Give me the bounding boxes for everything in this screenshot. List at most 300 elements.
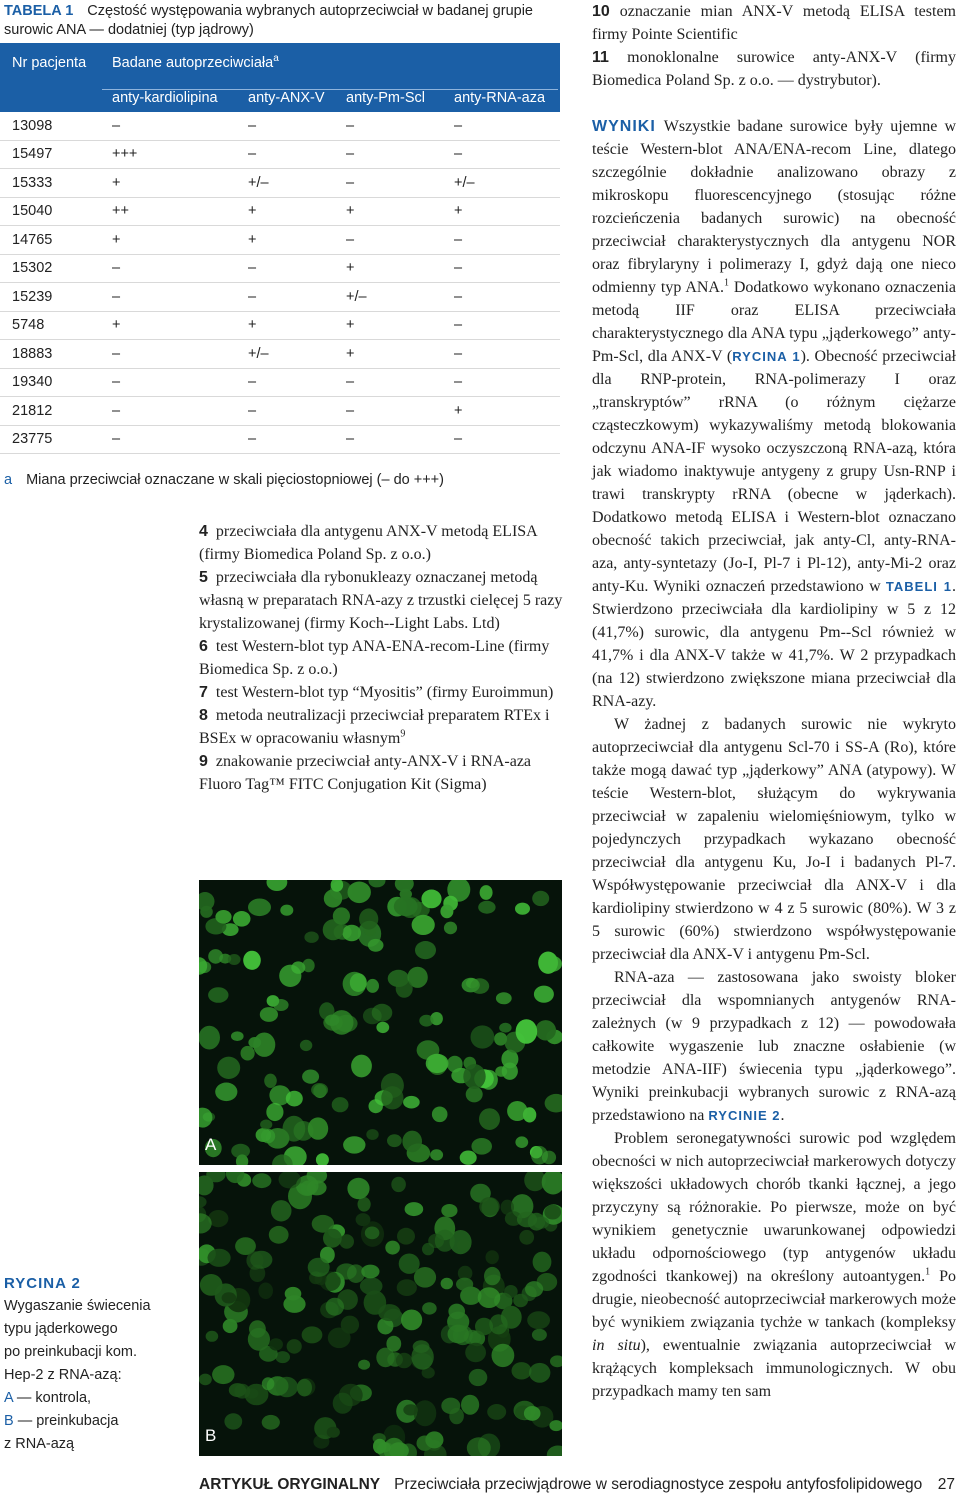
cell-nucleus [412, 915, 435, 935]
cell-nucleus [426, 1054, 449, 1073]
cell-nucleus [228, 954, 241, 965]
caption-b-text: — preinkubacja [17, 1413, 119, 1429]
cell-nucleus [414, 1400, 437, 1426]
footnote-text: Miana przeciwciał oznaczane w skali pięciostopniowej (– do +++) [26, 472, 444, 488]
col-group-sup: a [273, 53, 279, 65]
text-run: Po drugie, nieobecność autoprzeciwciał markerowych może być wynikiem związania tychże w tankach (kompleksy [592, 1268, 956, 1331]
panel-a-label: A [205, 1135, 217, 1154]
table-row [0, 426, 560, 455]
table-row [0, 112, 560, 141]
col-group-label: Badane autoprzeciwciała [112, 55, 274, 71]
cell-nucleus [359, 908, 378, 929]
cell-nucleus [448, 1304, 465, 1320]
value-cell: – [454, 146, 463, 163]
micrograph-panel-b [199, 1172, 562, 1456]
results-heading: WYNIKI [592, 118, 656, 135]
value-cell: + [248, 317, 257, 334]
cell-nucleus [369, 1099, 383, 1113]
patient-id-cell: 23775 [12, 431, 53, 448]
cell-nucleus [324, 889, 342, 907]
cell-nucleus [499, 1023, 511, 1033]
text-run: Dodatkowo wykonano oznaczenia metodą IIF oraz ELISA przeciwciała charakterystycznego dla ANA typu „jąderkowego” anty-Pm-Scl, dla ANX-V ( [592, 279, 956, 365]
table-1 [0, 0, 560, 488]
value-cell: – [346, 231, 355, 248]
cell-nucleus [297, 1379, 312, 1397]
text-run: RNA-aza — zastosowana jako swoisty bloker przeciwciał dla wspomnianych antygenów RNA-zależnych (w 9 przypadkach z 12) — powodowała całkowite wygaszenie lub znaczne osłabienie (w metodzie ANA-IIF) świecenia typu „jąderkowego”. Wyniki preinkubacji wybranych surowic z RNA-azą przedstawiono na [592, 969, 956, 1124]
cell-nucleus [273, 999, 288, 1011]
note-10 [592, 0, 956, 46]
cell-nucleus [524, 1406, 541, 1421]
cell-nucleus [396, 980, 413, 998]
method-note [199, 566, 569, 635]
table-row [0, 226, 560, 255]
note-text: metoda neutralizacji przeciwciał preparatem RTEx i BSEx w opracowaniu własnym [199, 707, 550, 747]
note-text: test Western-blot typ ANA-ENA-recom-Line (firmy Biomedica Sp. z o.o.) [199, 638, 550, 678]
value-cell: – [346, 431, 355, 448]
cell-nucleus [304, 932, 318, 943]
table-row [0, 283, 560, 312]
table-header [0, 43, 560, 112]
cell-nucleus [396, 1353, 412, 1369]
cell-nucleus [486, 1250, 499, 1264]
cell-nucleus [479, 1108, 500, 1130]
cell-nucleus [199, 1026, 220, 1050]
cell-nucleus [376, 1022, 389, 1033]
value-cell: – [454, 345, 463, 362]
value-cell: – [248, 288, 257, 305]
cell-nucleus [399, 1254, 420, 1274]
figure-caption-line: Wygaszanie świecenia [4, 1298, 151, 1314]
cell-nucleus [248, 1037, 261, 1048]
cell-nucleus [381, 1086, 403, 1109]
patient-id-cell: 15497 [12, 146, 53, 163]
note-number: 8 [199, 707, 208, 724]
cell-nucleus [425, 1431, 443, 1448]
value-cell: – [454, 431, 463, 448]
caption-a-letter: A [4, 1390, 13, 1406]
cell-nucleus [269, 1226, 289, 1244]
cell-nucleus [378, 1304, 400, 1321]
table-row [0, 340, 560, 369]
cell-nucleus [287, 1339, 302, 1354]
cell-nucleus [484, 1267, 501, 1285]
cell-nucleus [369, 880, 386, 887]
figure-caption-line: typu jąderkowego [4, 1321, 118, 1337]
value-cell: +++ [112, 146, 138, 163]
subcol-header: anty-ANX-V [248, 90, 325, 106]
value-cell: – [112, 345, 121, 362]
cell-nucleus [302, 1326, 323, 1343]
note-10-text: oznaczanie mian ANX-V metodą ELISA testem firmy Pointe Scientific [592, 3, 957, 43]
right-column [592, 0, 956, 1403]
table-row [0, 397, 560, 426]
cell-nucleus [387, 1134, 402, 1147]
subcol-header: anty-Pm-Scl [346, 90, 425, 106]
results-paragraph-1 [592, 115, 956, 713]
page-number: 27 [937, 1476, 955, 1493]
cell-nucleus [223, 1319, 238, 1333]
patient-id-cell: 13098 [12, 117, 53, 134]
patient-id-cell: 15333 [12, 174, 53, 191]
table-caption-text: Częstość występowania wybranych autoprzeciwciał w badanej grupie surowic ANA — dodatniej (typ jądrowy) [4, 3, 533, 38]
micrograph-b-image [199, 1172, 562, 1456]
patient-id-cell: 5748 [12, 317, 45, 334]
cell-nucleus [308, 1258, 330, 1277]
value-cell: – [248, 402, 257, 419]
cell-nucleus [401, 1310, 422, 1331]
value-cell: + [112, 231, 121, 248]
value-cell: – [248, 260, 257, 277]
cell-nucleus [461, 1395, 479, 1415]
value-cell: – [454, 231, 463, 248]
text-run: Problem seronegatywności surowic pod względem obecności w nich autoprzeciwciał markerowych dotyczy większości układowych chorób tkanki łącznej, a jego przyczyny są różnorakie. Po pierwsze, może on być wynikiem genetycznie uwarunkowanej odpowiedzi układu odpornościowego (typ antygenów układu zgodności tkankowej) na określony autoantygen. [592, 1130, 956, 1285]
cell-nucleus [262, 1415, 280, 1430]
figure-ref-link[interactable]: RYCINIE 2 [708, 1108, 781, 1123]
note-11-text: monoklonalne surowice anty-ANX-V (firmy Biomedica Poland Sp. z o.o. — dystrybutor). [592, 49, 957, 89]
cell-nucleus [447, 1056, 463, 1073]
cell-nucleus [532, 1329, 547, 1341]
cell-nucleus [544, 1205, 561, 1220]
results-paragraph-4 [592, 1127, 956, 1403]
cell-nucleus [199, 892, 215, 911]
cell-nucleus [448, 1325, 469, 1344]
cell-nucleus [350, 973, 367, 992]
value-cell: – [248, 117, 257, 134]
micrograph-panel-a [199, 880, 562, 1165]
text-run: . Stwierdzono przeciwciała dla kardiolipiny w 5 z 12 (41,7%) surowic, dla antygenu Pm--Scl również w 41,7% i dla ANX-V także w 41,7%. W 2 przypadkach (na 12) stwierdzono zwiększone miana przeciwciał dla RNA-azy. [592, 578, 956, 710]
cell-nucleus [215, 1083, 237, 1102]
cell-nucleus [366, 979, 379, 993]
cell-nucleus [391, 1177, 406, 1192]
cell-nucleus [248, 899, 271, 917]
method-note [199, 635, 569, 681]
method-note [199, 750, 569, 796]
note-text: przeciwciała dla rybonukleazy oznaczanej metodą własną w preparatach RNA-azy z trzustki cielęcej 5 razy krystalizowanej (firmy Koch--Light Labs. Ltd) [199, 569, 563, 632]
cell-nucleus [325, 1015, 339, 1026]
value-cell: – [346, 174, 355, 191]
cell-nucleus [229, 1383, 246, 1397]
cell-nucleus [422, 1302, 437, 1314]
cell-nucleus [208, 949, 223, 964]
cell-nucleus [502, 1063, 518, 1080]
table-ref-link[interactable]: TABELI 1 [885, 579, 952, 594]
cell-nucleus [494, 1032, 507, 1045]
cell-nucleus [260, 1120, 272, 1130]
cell-nucleus [513, 1294, 528, 1307]
cell-nucleus [302, 1070, 319, 1084]
col-patient: Nr pacjenta [12, 55, 87, 71]
cell-nucleus [460, 1151, 477, 1165]
cell-nucleus [333, 1393, 353, 1414]
method-note [199, 704, 569, 750]
method-note [199, 520, 569, 566]
footnote-marker: a [4, 472, 13, 488]
cell-nucleus [231, 1031, 244, 1041]
cell-nucleus [280, 905, 293, 916]
subcol-header: anty-kardiolipina [112, 90, 218, 106]
value-cell: + [346, 260, 355, 277]
cell-nucleus [373, 1439, 387, 1454]
cell-nucleus [449, 1408, 464, 1425]
value-cell: +/– [248, 345, 269, 362]
cell-nucleus [333, 907, 350, 924]
cell-nucleus [233, 911, 251, 927]
note-text: test Western-blot typ “Myositis” (firmy Euroimmun) [215, 684, 554, 701]
cell-nucleus [529, 1363, 550, 1383]
cell-nucleus [487, 1404, 506, 1420]
cell-nucleus [471, 1138, 492, 1155]
cell-nucleus [386, 1336, 401, 1352]
value-cell: – [454, 260, 463, 277]
cell-nucleus [480, 885, 493, 900]
cell-nucleus [538, 952, 558, 974]
cell-nucleus [231, 1144, 250, 1158]
cell-nucleus [421, 890, 441, 909]
cell-nucleus [249, 1320, 266, 1338]
cell-nucleus [243, 951, 261, 970]
cell-nucleus [343, 1136, 365, 1153]
cell-nucleus [532, 891, 549, 906]
cell-nucleus [326, 1298, 344, 1316]
value-cell: – [346, 374, 355, 391]
value-cell: – [454, 317, 463, 334]
value-cell: – [112, 431, 121, 448]
cell-nucleus [397, 1279, 417, 1296]
value-cell: + [248, 231, 257, 248]
cell-nucleus [215, 910, 231, 924]
cell-nucleus [469, 1369, 488, 1386]
cell-nucleus [264, 1074, 277, 1088]
cell-nucleus [206, 1331, 219, 1342]
subcol-header: anty-RNA-aza [454, 90, 546, 106]
figure-caption [4, 1272, 194, 1456]
value-cell: +/– [346, 288, 367, 305]
table-row [0, 369, 560, 398]
value-cell: + [112, 174, 121, 191]
cell-nucleus [217, 1057, 240, 1079]
cell-nucleus [269, 1085, 290, 1105]
cell-nucleus [394, 897, 418, 916]
value-cell: + [248, 203, 257, 220]
cell-nucleus [523, 1107, 536, 1122]
cell-nucleus [516, 1019, 538, 1044]
cell-nucleus [267, 880, 288, 891]
value-cell: +/– [248, 174, 269, 191]
cell-nucleus [366, 1129, 378, 1140]
value-cell: + [454, 402, 463, 419]
cell-nucleus [515, 903, 530, 915]
cell-nucleus [241, 1046, 255, 1061]
table-body [0, 112, 560, 454]
cell-nucleus [441, 1204, 457, 1217]
panel-b-label: B [205, 1426, 217, 1445]
cell-nucleus [336, 1263, 357, 1279]
value-cell: + [346, 345, 355, 362]
figure-caption-a [4, 1387, 194, 1410]
cell-nucleus [279, 965, 301, 987]
footer-section: ARTYKUŁ ORYGINALNY [199, 1476, 381, 1493]
cell-nucleus [430, 1149, 443, 1160]
note-number: 9 [199, 753, 208, 770]
patient-id-cell: 15239 [12, 288, 53, 305]
figure-caption-line: Hep-2 z RNA-azą: [4, 1367, 122, 1383]
cell-nucleus [365, 1227, 380, 1240]
value-cell: – [248, 431, 257, 448]
caption-a-text: — kontrola, [16, 1390, 92, 1406]
cell-nucleus [403, 1404, 418, 1415]
cell-nucleus [463, 1064, 485, 1089]
cell-nucleus [361, 1265, 379, 1279]
cell-nucleus [283, 1116, 306, 1142]
cell-nucleus [285, 1287, 302, 1301]
cell-nucleus [348, 882, 371, 904]
table-footnote [0, 454, 560, 488]
cell-nucleus [397, 1228, 415, 1245]
value-cell: – [346, 402, 355, 419]
cell-nucleus [258, 1283, 273, 1300]
note-number: 6 [199, 638, 208, 655]
method-notes [199, 520, 569, 796]
value-cell: +/– [454, 174, 475, 191]
cell-nucleus [457, 1239, 471, 1251]
cell-nucleus [542, 1172, 562, 1195]
cell-nucleus [224, 1413, 242, 1429]
results-paragraph-3 [592, 966, 956, 1127]
cell-nucleus [531, 1146, 548, 1165]
cell-nucleus [470, 978, 489, 994]
patient-id-cell: 19340 [12, 374, 53, 391]
table-row [0, 169, 560, 198]
cell-nucleus [415, 941, 436, 959]
cell-nucleus [465, 1343, 486, 1363]
cell-nucleus [527, 1311, 550, 1329]
cell-nucleus [550, 1355, 562, 1367]
value-cell: ++ [112, 203, 129, 220]
value-cell: – [248, 374, 257, 391]
cell-nucleus [351, 1055, 372, 1078]
cell-nucleus [222, 1292, 237, 1303]
value-cell: + [454, 203, 463, 220]
cell-nucleus [525, 1281, 543, 1297]
col-group [112, 55, 279, 71]
cell-nucleus [441, 1278, 453, 1290]
figure-caption-line: z RNA-azą [4, 1436, 75, 1452]
cell-nucleus [256, 1128, 272, 1142]
cell-nucleus [212, 1365, 234, 1384]
italic-term: in situ [592, 1337, 641, 1354]
citation-sup: 1 [925, 1266, 931, 1278]
cell-nucleus [323, 1229, 342, 1248]
value-cell: – [454, 374, 463, 391]
cell-nucleus [405, 1202, 424, 1216]
figure-ref-link[interactable]: RYCINA 1 [732, 349, 801, 364]
value-cell: – [112, 288, 121, 305]
value-cell: – [454, 288, 463, 305]
cell-nucleus [328, 1328, 351, 1349]
cell-nucleus [413, 1340, 430, 1353]
cell-nucleus [316, 1153, 329, 1165]
cell-nucleus [395, 880, 414, 892]
cell-nucleus [327, 1427, 340, 1438]
cell-nucleus [435, 1230, 455, 1252]
patient-id-cell: 15040 [12, 203, 53, 220]
cell-nucleus [478, 901, 495, 914]
value-cell: – [112, 117, 121, 134]
citation-sup: 9 [400, 728, 406, 740]
table-row [0, 255, 560, 284]
note-number: 4 [199, 523, 208, 540]
note-10-num: 10 [592, 3, 610, 20]
figure-label: RYCINA 2 [4, 1275, 81, 1292]
cell-nucleus [545, 1094, 562, 1113]
patient-id-cell: 14765 [12, 231, 53, 248]
value-cell: – [346, 146, 355, 163]
table-row [0, 312, 560, 341]
cell-nucleus [332, 1097, 349, 1112]
cell-nucleus [372, 1004, 393, 1022]
cell-nucleus [271, 1200, 292, 1221]
table-row [0, 141, 560, 170]
cell-nucleus [419, 1015, 433, 1027]
micrograph-a-image [199, 880, 562, 1165]
cell-nucleus [432, 1107, 448, 1123]
value-cell: + [346, 317, 355, 334]
cell-nucleus [440, 905, 453, 919]
value-cell: – [112, 260, 121, 277]
cell-nucleus [199, 1108, 212, 1128]
cell-nucleus [311, 1083, 328, 1097]
text-run: Wszystkie badane surowice były ujemne w teście Western-blot ANA/ENA-recom Line, dlatego szczególnie dokładnie analizowano obrazy z mikroskopu fluorescencyjnego (stosując różne rozcieńczenia badanych surowic) na obecność przeciwciał charakterystycznych dla antygenu NOR oraz fibrylaryny i polimerazy I, gdyż dają one nieco odmienny typ ANA. [592, 118, 956, 296]
page-footer [199, 1476, 959, 1494]
note-11 [592, 46, 956, 92]
cell-nucleus [276, 1377, 298, 1398]
results-paragraph-2: W żadnej z badanych surowic nie wykryto autoprzeciwciał dla antygenu Scl-70 i SS-A (Ro), które także mogą dawać typ „jąderkowy” ANA (atypowy). W teście Western-blot, służącym do wykrywania przeciwciał w zapaleniu wielomięśniowym, tylko w pojedynczych przypadkach wykazano obecność przeciwciał dla antygenu Ku, Jo-I i badanych Pl-7. Współwystępowanie przeciwciał dla ANX-V i dla kardiolipiny stwierdzono w 4 z 5 surowic (80%). W 3 z 5 surowic (60%) stwierdzono współwystępowanie przeciwciał dla ANX-V i antygenu Pm-Scl. [592, 716, 956, 963]
cell-nucleus [422, 1243, 434, 1255]
patient-id-cell: 18883 [12, 345, 53, 362]
value-cell: + [346, 203, 355, 220]
patient-id-cell: 21812 [12, 402, 53, 419]
note-number: 7 [199, 684, 208, 701]
cell-nucleus [358, 1197, 371, 1212]
cell-nucleus [347, 1178, 369, 1199]
cell-nucleus [517, 1212, 537, 1228]
cell-nucleus [308, 1117, 328, 1139]
cell-nucleus [199, 1374, 212, 1386]
cell-nucleus [269, 1338, 283, 1350]
note-11-num: 11 [592, 49, 609, 66]
note-text: znakowanie przeciwciał anty-ANX-V i RNA-aza Fluoro Tag™ FITC Conjugation Kit (Sigma) [199, 753, 532, 793]
citation-sup: 1 [723, 277, 729, 289]
patient-id-cell: 15302 [12, 260, 53, 277]
cell-nucleus [501, 1200, 514, 1215]
cell-nucleus [456, 1278, 473, 1291]
cell-nucleus [492, 1344, 515, 1367]
cell-nucleus [385, 1241, 400, 1255]
cell-nucleus [478, 1287, 501, 1308]
value-cell: – [346, 117, 355, 134]
note-number: 5 [199, 569, 208, 586]
cell-nucleus [358, 1360, 370, 1370]
cell-nucleus [515, 1136, 528, 1148]
cell-nucleus [208, 987, 228, 1003]
figure-caption-b [4, 1410, 194, 1433]
cell-nucleus [266, 1103, 283, 1121]
text-run: ). Obecność przeciwciał dla RNP-protein, RNA-polimerazy I oraz „transkryptów” rRNA (o różnym ciężarze cząsteczkowym) wykazywaliśmy metodą blokowania odczynu ANA-IF wysoko oczyszczoną RNA-azą, która jak wiadomo inaktywuje antygeny z grupy Usn-RNP i trawi transkrypty rRNA (obecne w jąderkach). Dodatkowo metodą ELISA i Western-blot oznaczano obecność takich przeciwciał, jak anty-Cl, anty-RNA-aza, anty-syntetazy (Jo-I, Pl-7 i Pl-12), anty-Mi-2 oraz anty-Ku. Wyniki oznaczeń przedstawiono w [592, 348, 956, 595]
figure-caption-line: po preinkubacji kom. [4, 1344, 137, 1360]
cell-nucleus [496, 992, 512, 1004]
cell-nucleus [208, 1249, 231, 1267]
value-cell: + [112, 317, 121, 334]
